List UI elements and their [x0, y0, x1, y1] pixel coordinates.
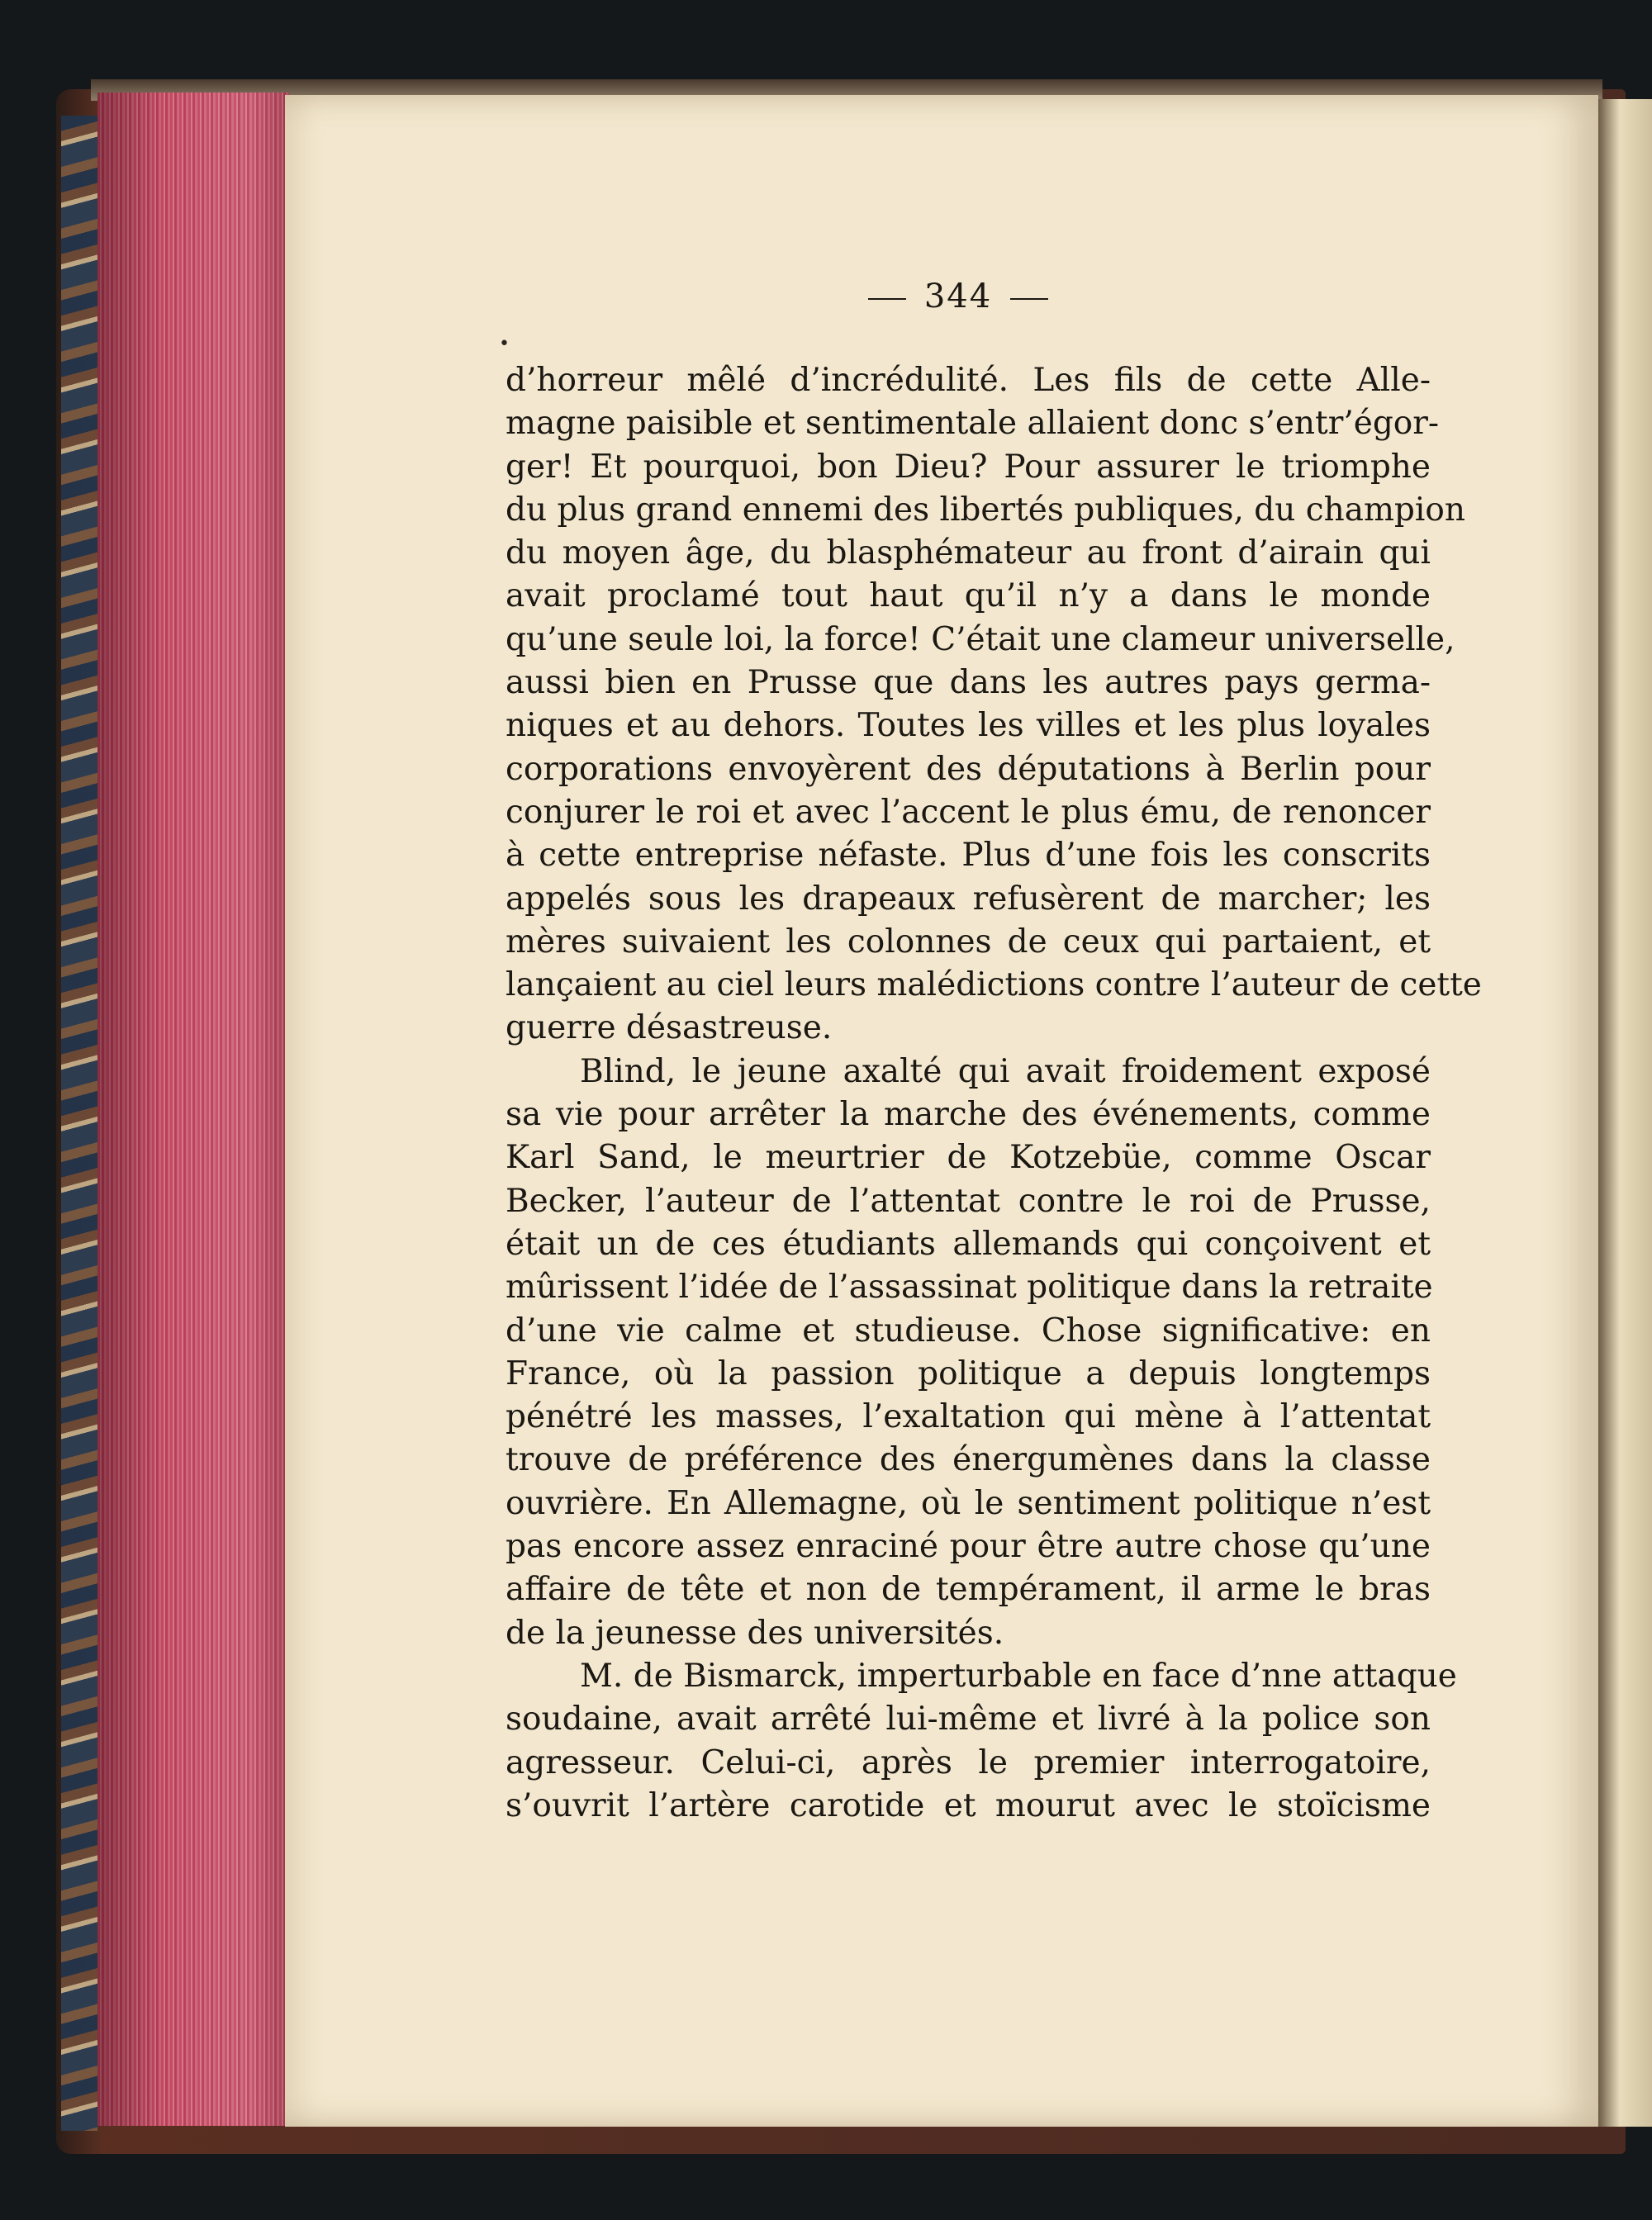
text-line: mûrissent l’idée de l’assassinat politique dans la retraite — [506, 1269, 1433, 1307]
marbled-binding — [61, 116, 97, 2131]
text-line: magne paisible et sentimentale allaient donc s’entr’égor- — [506, 405, 1440, 443]
text-line: affaire de tête et non de tempérament, il arme le bras — [506, 1571, 1431, 1609]
text-line: Karl Sand, le meurtrier de Kotzebüe, comme Oscar — [506, 1139, 1431, 1177]
facing-page-edge — [1598, 99, 1652, 2127]
text-line: Blind, le jeune axalté qui avait froidement exposé — [580, 1052, 1431, 1090]
text-line: agresseur. Celui-ci, après le premier interrogatoire, — [506, 1743, 1431, 1781]
text-line: niques et au dehors. Toutes les villes et les plus loyales — [506, 707, 1431, 745]
text-line: aussi bien en Prusse que dans les autres pays germa- — [506, 664, 1431, 702]
text-line: soudaine, avait arrêté lui-même et livré à la police son — [506, 1701, 1431, 1739]
header-dash-right — [1010, 298, 1048, 300]
body-text — [506, 359, 1482, 1828]
text-line: corporations envoyèrent des députations à Berlin pour — [506, 750, 1431, 788]
text-line: ouvrière. En Allemagne, où le sentiment politique n’est — [506, 1484, 1431, 1522]
text-line: à cette entreprise néfaste. Plus d’une fois les conscrits — [506, 837, 1431, 875]
text-line: d’une vie calme et studieuse. Chose significative: en — [506, 1312, 1431, 1350]
page-edges-shade — [97, 92, 289, 2126]
page-header — [834, 278, 1082, 315]
header-dash-left — [868, 298, 906, 300]
text-line: sa vie pour arrêter la marche des événements, comme — [506, 1096, 1431, 1134]
text-line: guerre désastreuse. — [506, 1009, 833, 1047]
text-line: ger! Et pourquoi, bon Dieu? Pour assurer le triomphe — [506, 448, 1431, 486]
text-line: conjurer le roi et avec l’accent le plus ému, de renoncer — [506, 793, 1431, 831]
text-line: d’horreur mêlé d’incrédulité. Les fils de cette Alle- — [506, 362, 1431, 399]
text-line: trouve de préférence des énergumènes dans la classe — [506, 1441, 1431, 1479]
text-line: s’ouvrit l’artère carotide et mourut avec le stoïcisme — [506, 1786, 1431, 1824]
text-line: pénétré les masses, l’exaltation qui mène à l’attentat — [506, 1398, 1431, 1436]
text-line: appelés sous les drapeaux refusèrent de marcher; les — [506, 880, 1431, 918]
text-line: du moyen âge, du blasphémateur au front d’airain qui — [506, 534, 1431, 572]
text-line: pas encore assez enraciné pour être autre chose qu’une — [506, 1528, 1431, 1566]
text-line: était un de ces étudiants allemands qui conçoivent et — [506, 1225, 1431, 1263]
text-line: qu’une seule loi, la force! C’était une clameur universelle, — [506, 620, 1455, 658]
text-line: lançaient au ciel leurs malédictions contre l’auteur de cette — [506, 966, 1482, 1004]
text-line: mères suivaient les colonnes de ceux qui partaient, et — [506, 923, 1431, 961]
ink-speck: • — [499, 334, 510, 354]
text-line: de la jeunesse des universités. — [506, 1614, 1004, 1652]
text-line: du plus grand ennemi des libertés publiques, du champion — [506, 491, 1465, 529]
page-number: 344 — [923, 278, 993, 315]
text-line: M. de Bismarck, imperturbable en face d’nne attaque — [580, 1657, 1457, 1695]
text-line: France, où la passion politique a depuis longtemps — [506, 1354, 1431, 1392]
text-line: avait proclamé tout haut qu’il n’y a dans le monde — [506, 577, 1431, 615]
text-line: Becker, l’auteur de l’attentat contre le roi de Prusse, — [506, 1182, 1431, 1220]
